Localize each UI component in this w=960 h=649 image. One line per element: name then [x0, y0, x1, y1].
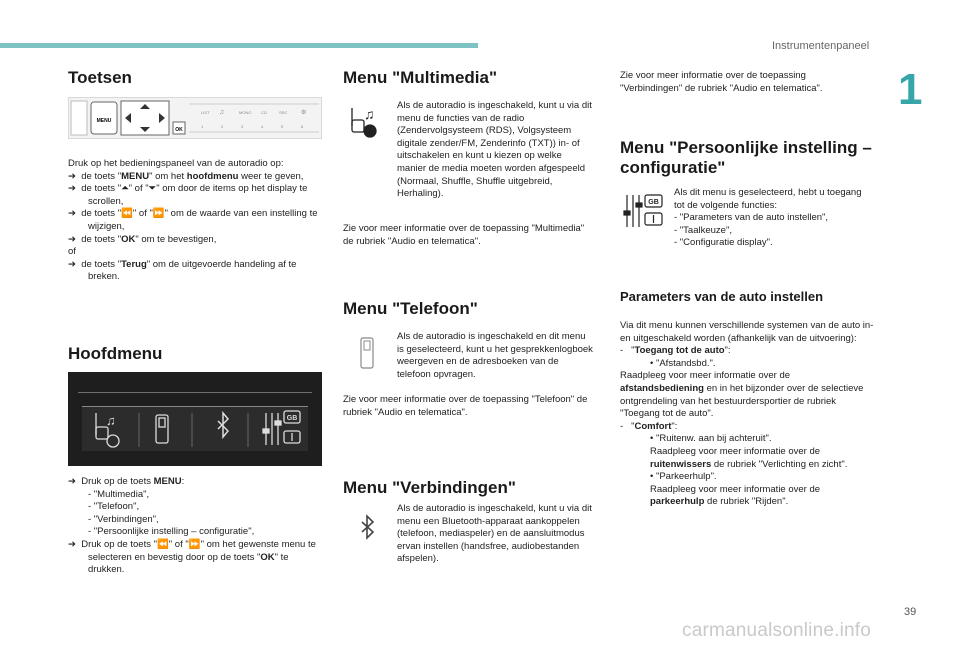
multimedia-ref: Zie voor meer informatie over de toepassing "Multimedia" de rubriek "Audio en telematica".: [343, 223, 585, 247]
hoofdmenu-item: - "Verbindingen",: [88, 513, 159, 525]
heading-persoonlijk: Menu "Persoonlijke instelling – configuratie": [620, 138, 872, 177]
comfort-parkeerhulp-info: Raadpleeg voor meer informatie over de parkeerhulp de rubriek "Rijden".: [650, 483, 821, 508]
music-note-icon: ♫: [219, 109, 225, 116]
parameters-intro: Via dit menu kunnen verschillende systemen van de auto in- en uitgeschakeld worden (afhankelijk van de uitvoering):: [620, 320, 874, 344]
parameters-toegang: - "Toegang tot de auto":: [620, 345, 731, 357]
menu-key-label: MENU: [96, 118, 112, 124]
hoofdmenu-bullet-menu: ➔ Druk op de toets MENU:: [68, 476, 185, 487]
verbindingen-ref: Zie voor meer informatie over de toepassing "Verbindingen" de rubriek "Audio en telematica".: [620, 70, 823, 94]
parameters-comfort: - "Comfort":: [620, 420, 678, 432]
preset-2: 2: [221, 124, 224, 129]
src-key-label: SRC: [279, 110, 288, 115]
gear-icon: ⚙: [301, 110, 307, 116]
preset-3: 3: [241, 124, 244, 129]
list-key-label: LIST: [201, 110, 210, 115]
hoofdmenu-item: - "Persoonlijke instelling – configuratie",: [88, 526, 255, 538]
parameters-toegang-sub: • "Afstandsbd.".: [650, 357, 716, 369]
preset-1: 1: [201, 124, 204, 129]
svg-text:♫: ♫: [364, 106, 375, 122]
heading-hoofdmenu: Hoofdmenu: [68, 344, 163, 363]
column-left: [68, 68, 324, 88]
parameters-toegang-body: Raadpleeg voor meer informatie over de afstandsbediening en in het bijzonder over de selectieve ontgrendeling van het bestuurdersportier de rubriek "Toegang tot de auto".: [620, 370, 864, 420]
toetsen-or: of: [68, 246, 76, 258]
main-menu-illustration: [68, 372, 322, 466]
hoofdmenu-item: - "Multimedia",: [88, 488, 150, 500]
hoofdmenu-text: [68, 476, 324, 577]
gb-label: GB: [648, 199, 659, 206]
ok-key-label: OK: [175, 127, 183, 133]
telefoon-ref: Zie voor meer informatie over de toepassing "Telefoon" de rubriek "Audio en telematica".: [343, 394, 588, 418]
menu-icons-drawing: [82, 407, 308, 451]
toetsen-bullet-scroll: ➔ de toets "⏶" of "⏷" om door de items op het display te scrollen,: [68, 183, 308, 207]
bluetooth-icon: [218, 413, 228, 437]
hoofdmenu-item: - "Telefoon",: [88, 501, 140, 513]
preset-6: 6: [301, 124, 304, 129]
bluetooth-icon: [360, 514, 376, 547]
persoonlijk-body: Als dit menu is geselecteerd, hebt u toegang tot de volgende functies:: [674, 187, 862, 211]
preset-4: 4: [261, 124, 264, 129]
section-label: Instrumentenpaneel: [772, 40, 870, 52]
control-panel-illustration: [68, 97, 322, 139]
menu-divider: [78, 392, 312, 393]
toetsen-bullet-menu: ➔ de toets "MENU" om het hoofdmenu weer te geven,: [68, 170, 304, 182]
phone-icon: [156, 415, 168, 443]
heading-verbindingen: Menu "Verbindingen": [343, 478, 516, 497]
heading-parameters: Parameters van de auto instellen: [620, 289, 824, 304]
control-panel-drawing: [69, 98, 321, 138]
watermark: carmanualsonline.info: [682, 620, 872, 641]
comfort-parkeerhulp: • "Parkeerhulp".: [650, 471, 717, 483]
music-note-icon: ♫: [106, 413, 116, 428]
heading-multimedia: Menu "Multimedia": [343, 68, 498, 87]
toetsen-bullet-value: ➔ de toets "⏪" of "⏩" om de waarde van een instelling te wijzigen,: [68, 208, 318, 232]
settings-sliders-icon: [622, 193, 664, 234]
preset-5: 5: [281, 124, 284, 129]
toetsen-intro: Druk op het bedieningspaneel van de autoradio op:: [68, 158, 284, 169]
gb-label: GB: [286, 415, 298, 422]
comfort-ruitenwisser-info: Raadpleeg voor meer informatie over de ruitenwissers de rubriek "Verlichting en zicht".: [650, 445, 848, 470]
persoonlijk-item: - "Configuratie display".: [674, 237, 773, 249]
toetsen-bullet-ok: ➔ de toets "OK" om te bevestigen,: [68, 233, 217, 245]
mono-key-label: MONO: [239, 110, 252, 115]
persoonlijk-item: - "Parameters van de auto instellen",: [674, 212, 829, 224]
persoonlijk-item: - "Taalkeuze",: [674, 224, 732, 236]
telefoon-body: Als de autoradio is ingeschakeld en dit menu is geselecteerd, kunt u het gesprekkenlogboek weergeven en de adresboeken van de telefoon opvragen.: [397, 331, 593, 380]
heading-telefoon: Menu "Telefoon": [343, 299, 478, 318]
comfort-ruitenwisser: • "Ruitenw. aan bij achteruit".: [650, 433, 772, 445]
heading-toetsen: Toetsen: [68, 68, 132, 87]
verbindingen-body: Als de autoradio is ingeschakeld, kunt u via dit menu een Bluetooth-apparaat aankoppelen (telefoon, mediaspeler) en de aansluitmodus ervan instellen (handsfree, audiobestanden afspelen).: [397, 503, 592, 565]
menu-icon-strip: [82, 406, 308, 451]
hoofdmenu-bullet-select: ➔ Druk op de toets "⏪" of "⏩" om het gewenste menu te selecteren en bevestig door op de toets "OK" te drukken.: [68, 538, 316, 576]
chapter-number: 1: [898, 65, 923, 114]
multimedia-icon: [346, 106, 388, 143]
multimedia-body: Als de autoradio is ingeschakeld, kunt u via dit menu de functies van de radio (Zendervolgsysteem (RDS), Volgsysteem digitale zender/FM, Zenderinfo (TXT)) in- of uitschakelen en kunt u kiezen op welke manier de media moeten worden afgespeeld (Normaal, Shuffle, Shuffle uitgebreid, Herhaling).: [397, 100, 592, 200]
toetsen-text: [68, 158, 324, 284]
parameters-text: [620, 320, 874, 509]
header-accent-bar: [0, 43, 478, 48]
phone-icon: [358, 336, 376, 375]
page-number: 39: [904, 606, 917, 618]
toetsen-bullet-back: ➔ de toets "Terug" om de uitgevoerde handeling af te breken.: [68, 258, 297, 283]
cd-key-label: CD: [261, 110, 267, 115]
